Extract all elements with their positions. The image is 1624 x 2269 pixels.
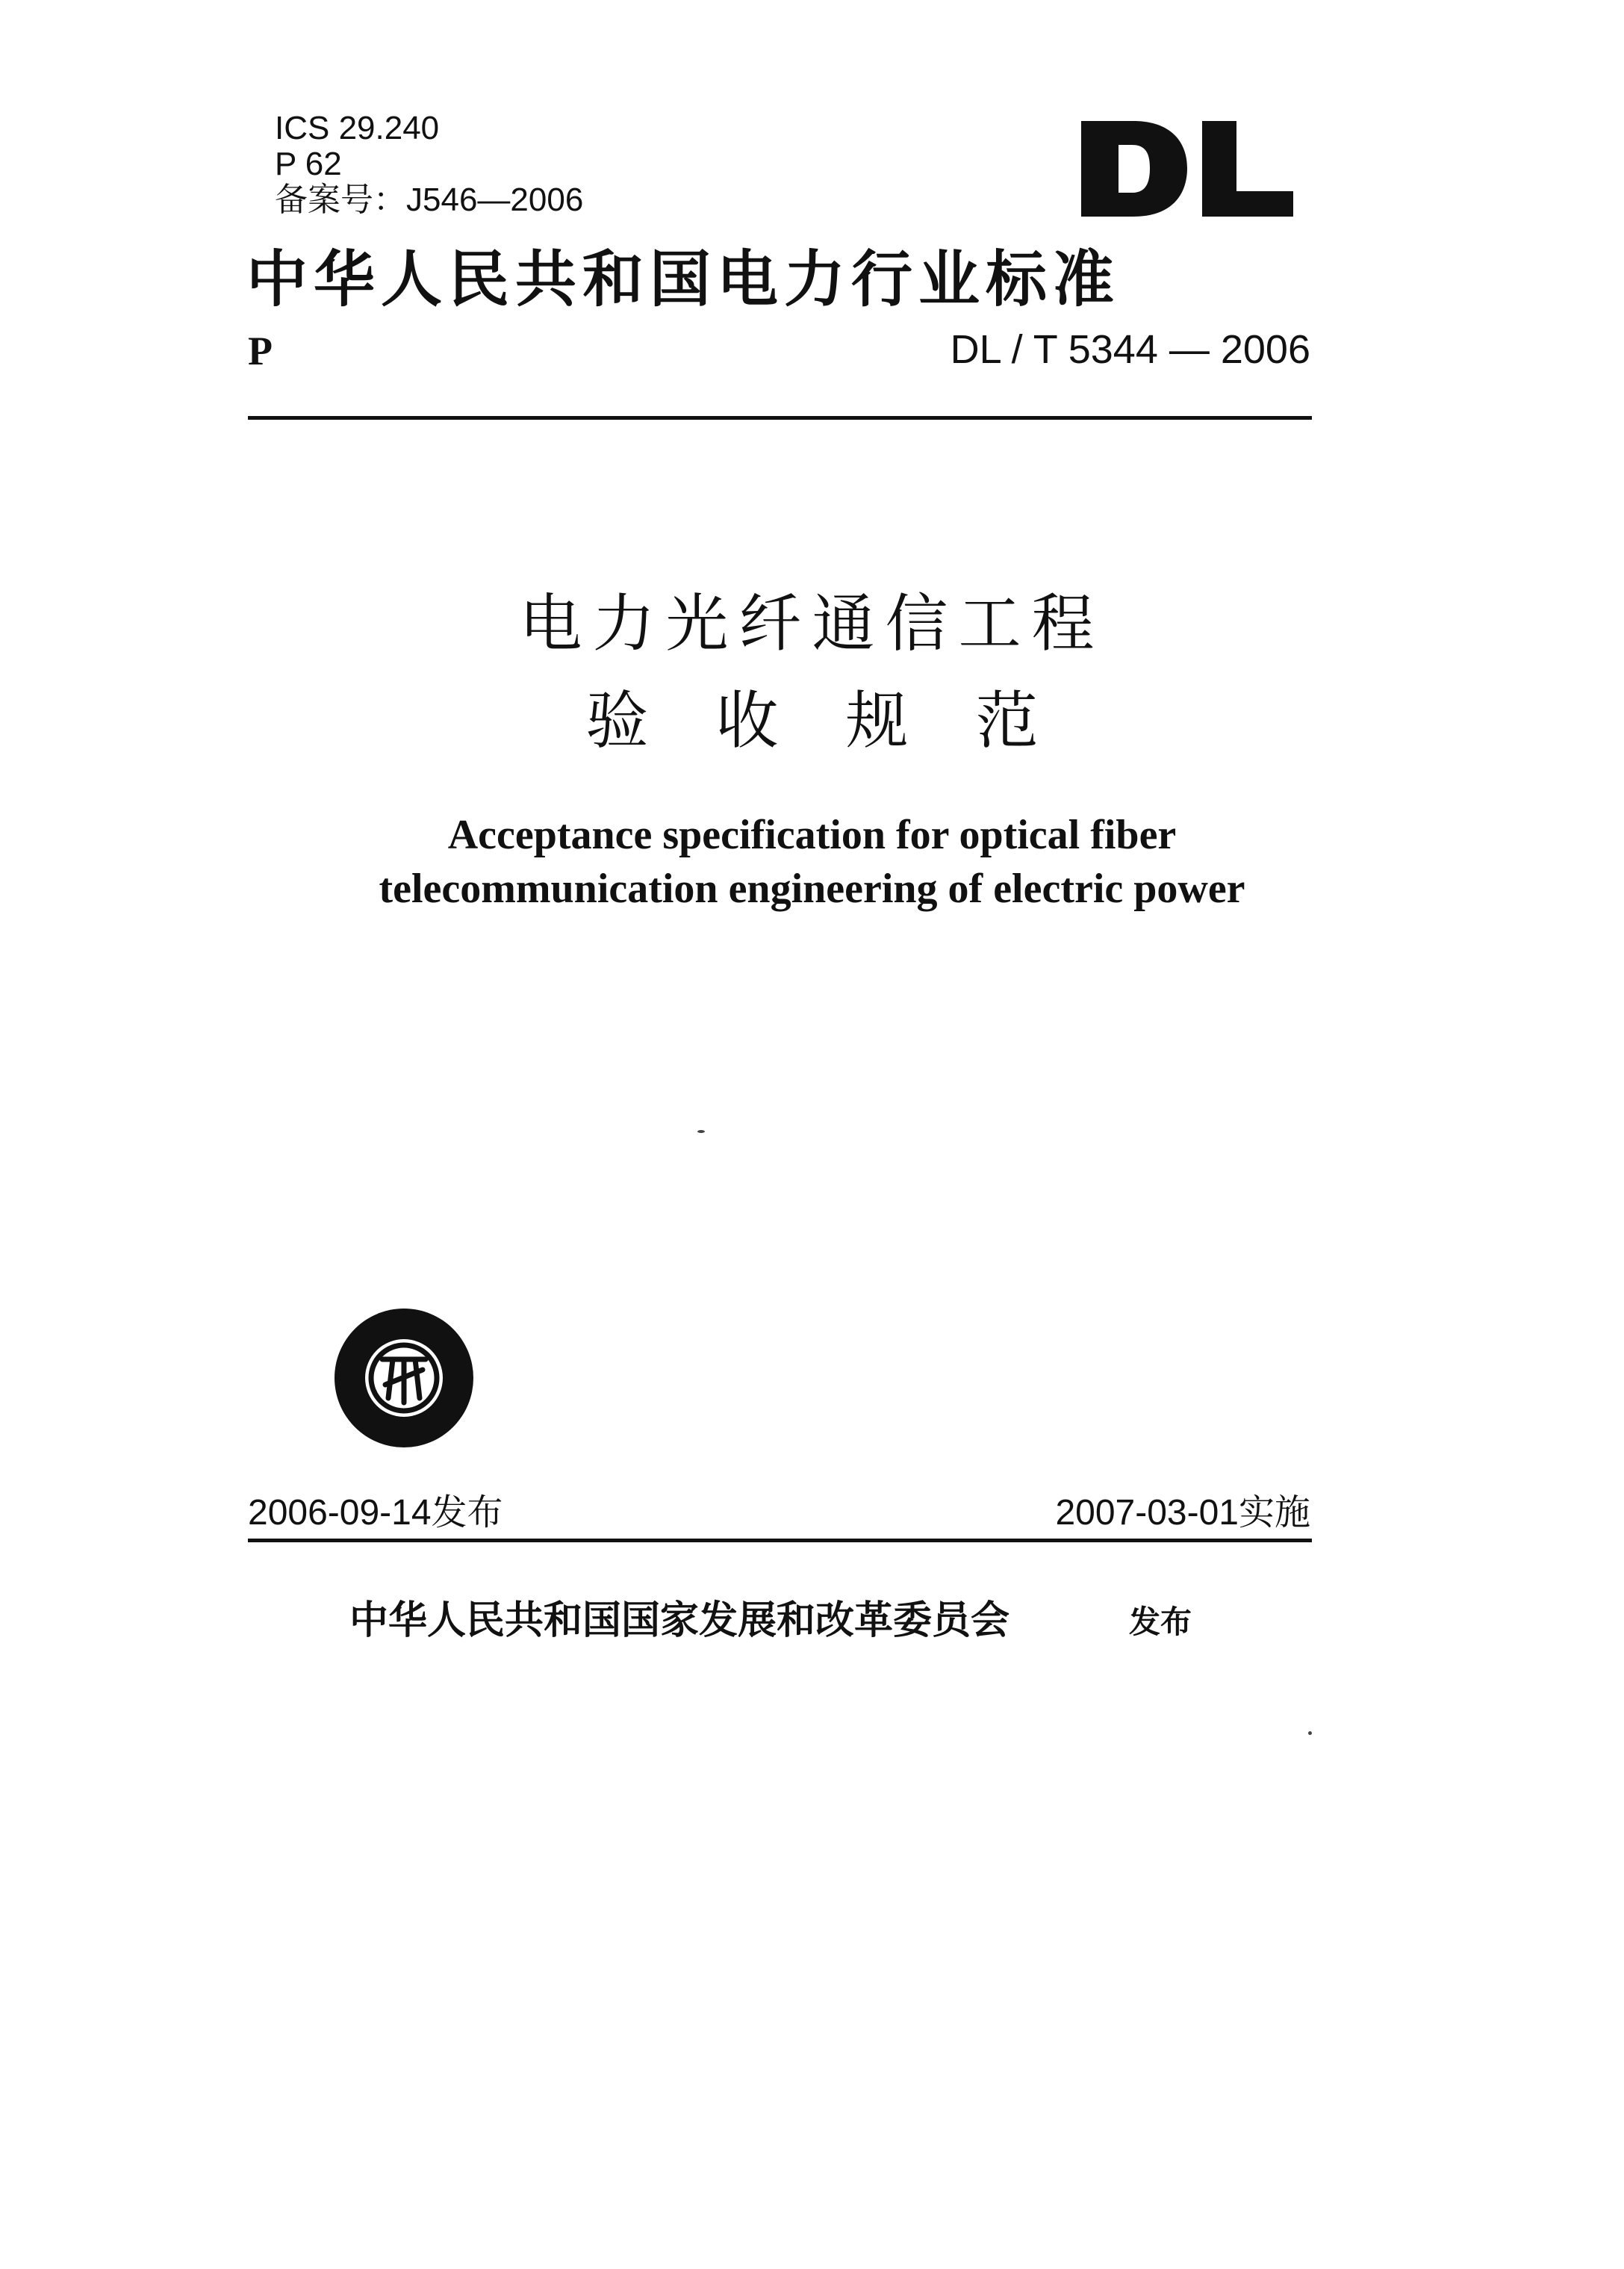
- issuer-action: 发布: [1129, 1604, 1192, 1640]
- filing-number: 备案号：J546—2006: [275, 181, 584, 218]
- effective-date: 2007-03-01实施: [1055, 1493, 1310, 1533]
- bottom-divider: [248, 1539, 1312, 1542]
- scan-speck: [1308, 1731, 1312, 1735]
- issuer-name: 中华人民共和国国家发展和改革委员会: [349, 1598, 1010, 1643]
- issue-date: 2006-09-14发布: [248, 1493, 503, 1533]
- title-en-line2: telecommunication engineering of electric power: [379, 866, 1245, 912]
- ccs-code: P 62: [275, 146, 342, 182]
- class-code: P: [248, 329, 273, 373]
- standard-number: DL / T 5344 — 2006: [950, 327, 1310, 372]
- publisher-emblem-icon: [333, 1307, 475, 1449]
- title-cn-line1: 电力光纤通信工程: [519, 587, 1105, 660]
- dl-logo: [1075, 112, 1299, 224]
- standard-category: 中华人民共和国电力行业标准: [246, 243, 1121, 315]
- scan-speck: [697, 1130, 705, 1133]
- title-cn-line2: 验收规范: [585, 684, 1106, 757]
- top-divider: [248, 416, 1312, 420]
- title-en-line1: Acceptance specification for optical fiber: [447, 812, 1177, 858]
- ics-code: ICS 29.240: [275, 110, 440, 146]
